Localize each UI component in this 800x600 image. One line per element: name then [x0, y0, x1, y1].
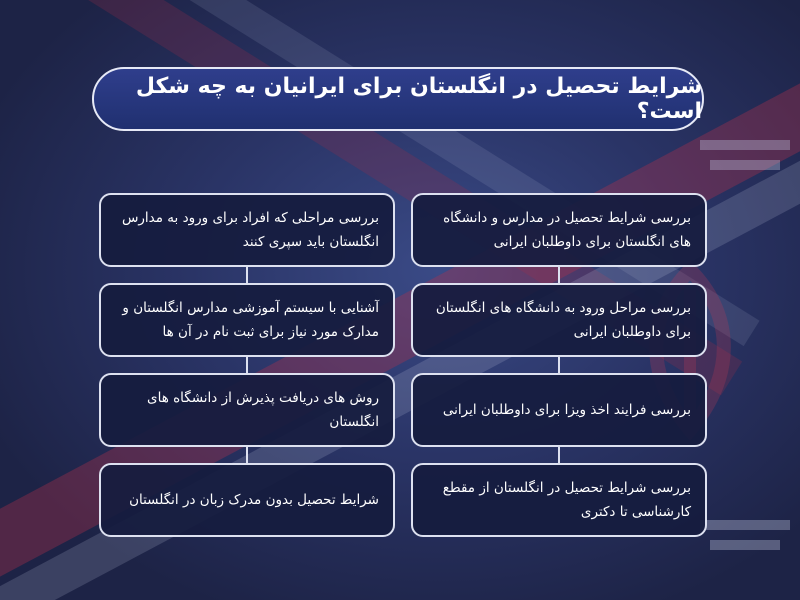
topic-card-text: بررسی مراحل ورود به دانشگاه های انگلستان برای داوطلبان ایرانی [435, 299, 691, 340]
topic-card-text: شرایط تحصیل بدون مدرک زبان در انگلستان [129, 491, 379, 508]
topic-card-text: بررسی شرایط تحصیل در انگلستان از مقطع کارشناسی تا دکتری [442, 479, 691, 520]
topic-card [99, 283, 395, 357]
topic-card [99, 373, 395, 447]
topic-card [411, 373, 707, 447]
connector-line [558, 357, 560, 373]
topic-card-text: بررسی فرایند اخذ ویزا برای داوطلبان ایرانی [442, 401, 691, 418]
connector-line [246, 357, 248, 373]
topic-card [411, 463, 707, 537]
connector-line [558, 447, 560, 463]
page-title [92, 67, 704, 131]
connector-line [246, 447, 248, 463]
topic-card-text: بررسی مراحلی که افراد برای ورود به مدارس انگلستان باید سپری کنند [121, 209, 379, 250]
connector-line [558, 267, 560, 283]
topic-card-text: روش های دریافت پذیرش از دانشگاه های انگلستان [147, 389, 379, 430]
connector-line [246, 267, 248, 283]
topic-card-text: آشنایی با سیستم آموزشی مدارس انگلستان و مدارک مورد نیاز برای ثبت نام در آن ها [122, 299, 379, 340]
topic-card [99, 463, 395, 537]
page-title-text: شرایط تحصیل در انگلستان برای ایرانیان به چه شکل است؟ [135, 74, 702, 124]
topic-card [411, 193, 707, 267]
topic-card-text: بررسی شرایط تحصیل در مدارس و دانشگاه های انگلستان برای داوطلبان ایرانی [443, 209, 691, 250]
topic-card [99, 193, 395, 267]
topic-card [411, 283, 707, 357]
